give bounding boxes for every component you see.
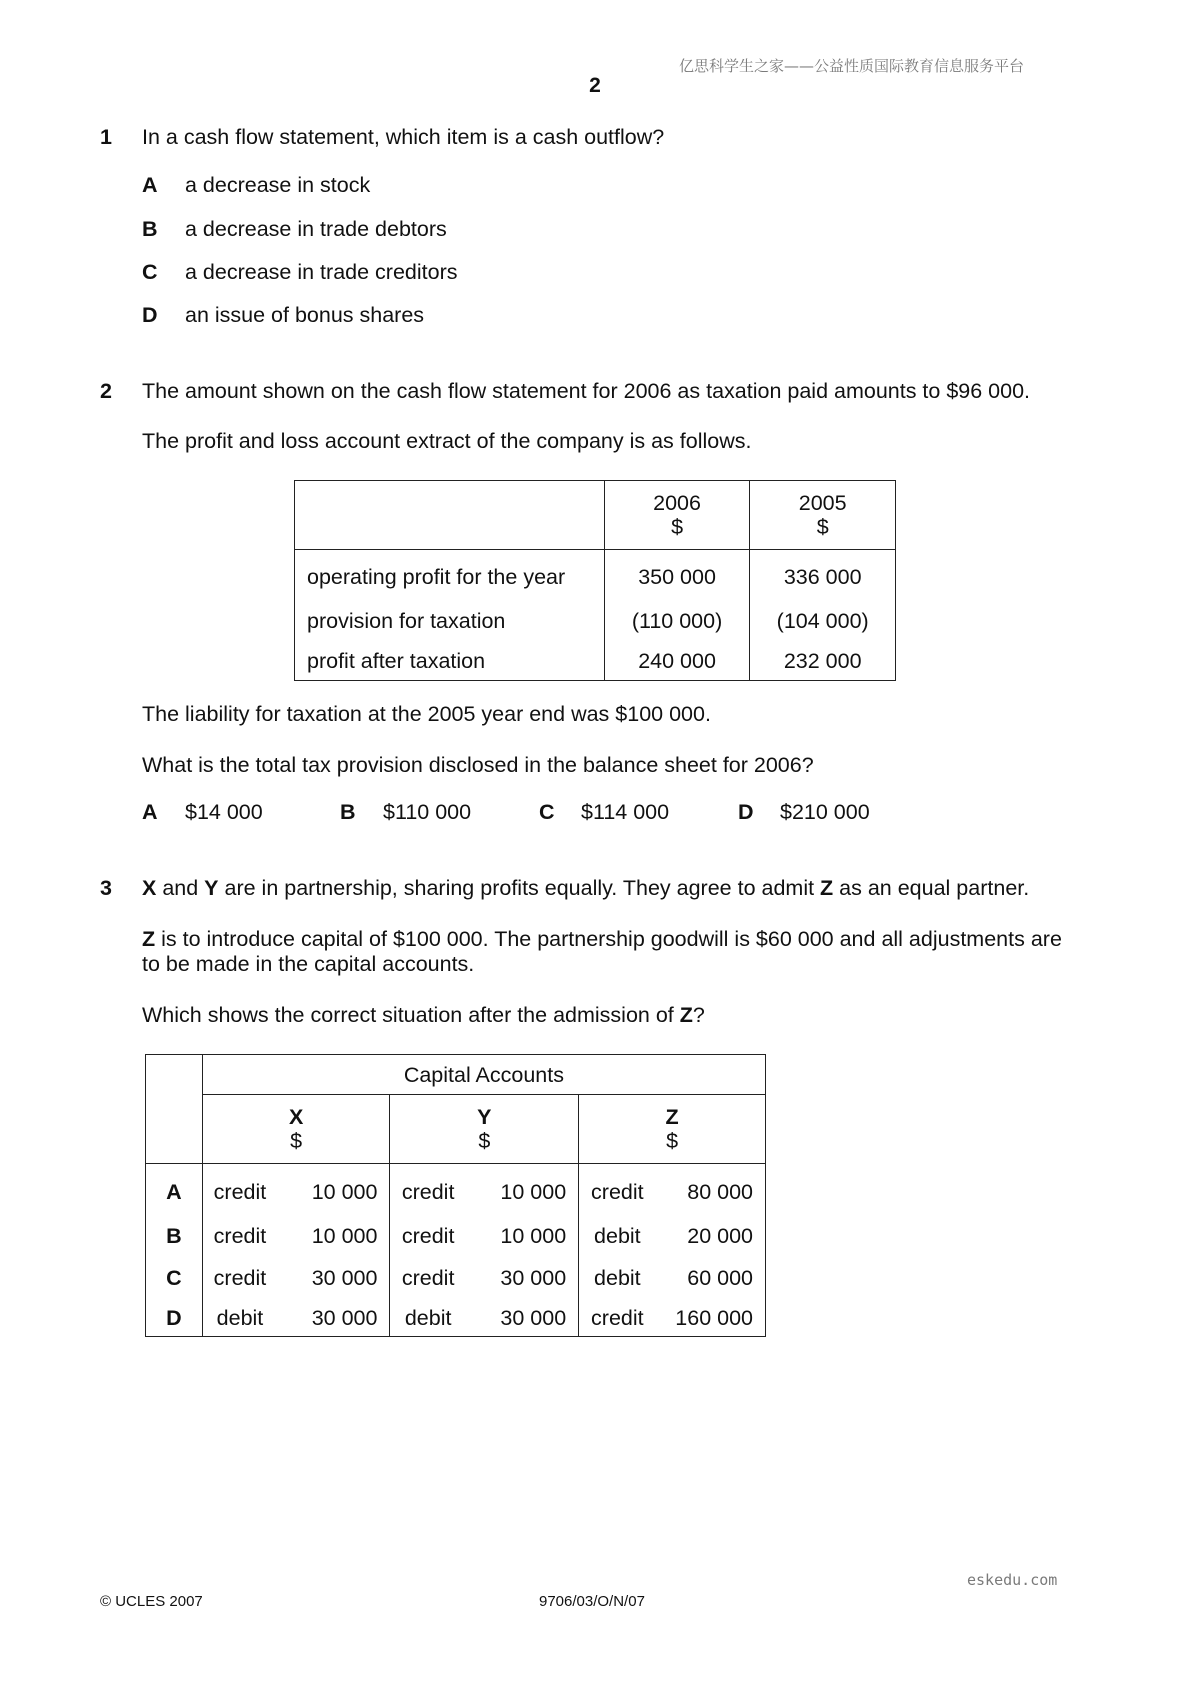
column-z-header [579, 1095, 766, 1164]
row-option-letter: B [146, 1215, 203, 1257]
table-header-row [146, 1095, 766, 1164]
value-2006: 240 000 [604, 642, 750, 681]
table-row [146, 1257, 766, 1299]
entry-amount: 30 000 [466, 1299, 579, 1337]
entry-type: credit [213, 1266, 267, 1290]
row-label: provision for taxation [295, 600, 605, 642]
row-option-letter: A [146, 1164, 203, 1216]
question-note: The liability for taxation at the 2005 year end was $100 000. [142, 702, 711, 726]
entry-amount: 10 000 [466, 1164, 579, 1216]
entry-amount: 30 000 [466, 1257, 579, 1299]
paragraph-text: is to introduce capital of $100 000. The partnership goodwill is $60 000 and all adjustments are [155, 927, 1062, 951]
option-letter: C [539, 800, 555, 824]
column-name: X [288, 1105, 304, 1129]
table-title: Capital Accounts [202, 1055, 765, 1095]
table-row [295, 550, 896, 601]
question-prompt [142, 1003, 705, 1027]
entry-amount: 80 000 [687, 1179, 753, 1204]
entry-type: debit [216, 1305, 264, 1330]
unit-label: $ [671, 515, 684, 539]
entry-type: credit [401, 1266, 455, 1290]
entry-type: debit [594, 1266, 641, 1290]
entry-type: credit [213, 1224, 267, 1248]
entry-type: credit [213, 1179, 267, 1204]
question-paragraph-line-2: to be made in the capital accounts. [142, 952, 475, 976]
table-header-row [295, 481, 896, 550]
question-number: 2 [100, 379, 112, 403]
entry-type: credit [401, 1224, 455, 1248]
option-text: a decrease in stock [185, 173, 371, 197]
partner-z: Z [679, 1003, 693, 1027]
partner-z: Z [142, 927, 156, 951]
partner-y: Y [204, 876, 219, 900]
column-x-header [202, 1095, 390, 1164]
prompt-text: Which shows the correct situation after the admission of [142, 1003, 680, 1027]
stem-text: are in partnership, sharing profits equally. They agree to admit [218, 876, 821, 900]
column-unit: $ [478, 1129, 491, 1153]
option-text: an issue of bonus shares [185, 303, 425, 327]
question-stem: The amount shown on the cash flow statement for 2006 as taxation paid amounts to $96 000. [142, 379, 1031, 403]
page-number: 2 [589, 74, 601, 97]
table-row [146, 1164, 766, 1216]
question-stem [142, 876, 1029, 900]
option-text: $14 000 [185, 800, 263, 824]
column-unit: $ [290, 1129, 303, 1153]
question-stem: In a cash flow statement, which item is a cash outflow? [142, 125, 665, 149]
entry-amount: 30 000 [277, 1257, 390, 1299]
column-y-header [390, 1095, 579, 1164]
entry-type: debit [594, 1224, 641, 1248]
entry-amount: 10 000 [277, 1215, 390, 1257]
value-2005: 336 000 [750, 550, 896, 601]
option-letter: D [738, 800, 754, 824]
question-intro: The profit and loss account extract of the company is as follows. [142, 429, 752, 453]
table-row [295, 642, 896, 681]
partner-z: Z [820, 876, 834, 900]
header-watermark: 亿思科学生之家——公益性质国际教育信息服务平台 [679, 57, 1025, 75]
table-row [146, 1299, 766, 1337]
value-2005: (104 000) [750, 600, 896, 642]
option-text: a decrease in trade debtors [185, 217, 447, 241]
prompt-text: ? [692, 1003, 705, 1027]
question-number: 3 [100, 876, 112, 900]
stem-text: as an equal partner. [833, 876, 1030, 900]
row-option-letter: D [146, 1299, 203, 1337]
option-letter: A [142, 173, 158, 197]
entry-type: credit [591, 1179, 644, 1204]
table-title-row [146, 1055, 766, 1095]
entry-amount: 60 000 [687, 1266, 753, 1290]
option-header-empty-cell [146, 1055, 203, 1164]
option-letter: B [340, 800, 356, 824]
header-2005 [750, 481, 896, 550]
question-prompt: What is the total tax provision disclosed in the balance sheet for 2006? [142, 753, 814, 777]
option-text: a decrease in trade creditors [185, 260, 458, 284]
option-letter: B [142, 217, 158, 241]
partner-x: X [142, 876, 157, 900]
capital-accounts-table [145, 1054, 766, 1337]
question-number: 1 [100, 125, 112, 149]
stem-text: and [156, 876, 205, 900]
profit-loss-table [294, 480, 896, 681]
entry-type: debit [404, 1305, 452, 1330]
value-2005: 232 000 [750, 642, 896, 681]
entry-amount: 10 000 [277, 1164, 390, 1216]
option-text: $110 000 [383, 800, 472, 824]
option-text: $114 000 [581, 800, 670, 824]
footer-copyright: © UCLES 2007 [100, 1593, 203, 1610]
entry-amount: 10 000 [466, 1215, 579, 1257]
entry-amount: 30 000 [277, 1299, 390, 1337]
option-letter: C [142, 260, 158, 284]
column-name: Z [665, 1105, 679, 1129]
header-2006 [604, 481, 750, 550]
row-option-letter: C [146, 1257, 203, 1299]
column-name: Y [477, 1105, 492, 1129]
question-paragraph-line-1 [142, 927, 1062, 951]
year-label: 2005 [798, 491, 847, 515]
option-letter: D [142, 303, 158, 327]
unit-label: $ [816, 515, 829, 539]
entry-amount: 20 000 [687, 1224, 753, 1248]
row-label: operating profit for the year [295, 550, 605, 601]
option-text: $210 000 [780, 800, 870, 824]
entry-type: credit [401, 1179, 455, 1204]
value-2006: 350 000 [604, 550, 750, 601]
header-empty-cell [295, 481, 605, 550]
entry-type: credit [591, 1305, 644, 1330]
row-label: profit after taxation [295, 642, 605, 681]
table-row [146, 1215, 766, 1257]
option-letter: A [142, 800, 158, 824]
column-unit: $ [666, 1129, 679, 1153]
footer-paper-code: 9706/03/O/N/07 [539, 1593, 645, 1610]
year-label: 2006 [653, 491, 701, 515]
table-row [295, 600, 896, 642]
entry-amount: 160 000 [675, 1305, 753, 1330]
value-2006: (110 000) [604, 600, 750, 642]
footer-watermark: eskedu.com [967, 1571, 1058, 1589]
